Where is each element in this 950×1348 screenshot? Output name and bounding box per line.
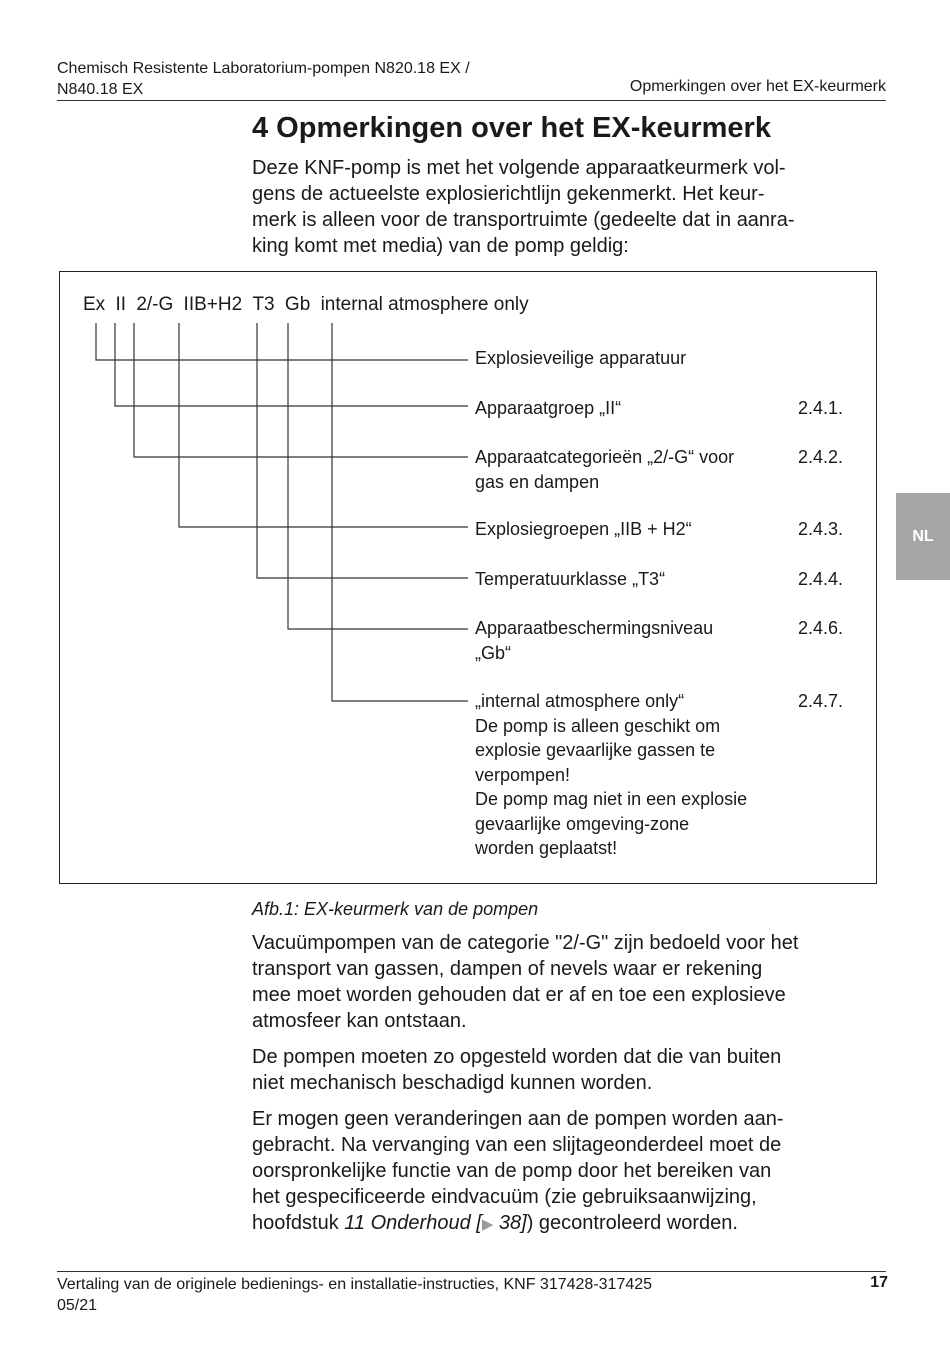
label-line: gas en dampen	[475, 471, 600, 492]
footer-date: 05/21	[57, 1297, 98, 1314]
paragraph-line-with-reference	[252, 1210, 882, 1238]
marking-label-protection-level	[475, 616, 790, 665]
paragraph-line: het gespecificeerde eindvacuüm (zie gebruiksaanwijzing,	[252, 1186, 757, 1208]
connector-line	[96, 323, 468, 360]
marking-ref-device-group: 2.4.1.	[798, 398, 844, 418]
marking-label-device-group	[475, 396, 790, 421]
marking-ref-device-category: 2.4.2.	[798, 447, 844, 467]
label-line: verpompen!	[475, 764, 571, 785]
connector-line	[134, 323, 468, 457]
paragraph-line: mee moet worden gehouden dat er af en toe een explosieve	[252, 984, 786, 1006]
label-line: Explosiegroepen „IIB + H2“	[475, 519, 692, 539]
label-line: worden geplaatst!	[475, 838, 618, 858]
ex-marking-code	[83, 293, 529, 317]
label-line: Apparaatgroep „II“	[475, 398, 622, 418]
marking-ref-explosion-group: 2.4.3.	[798, 519, 844, 539]
marking-part-ex: Ex	[83, 294, 106, 315]
marking-ref-protection-level: 2.4.6.	[798, 618, 844, 638]
label-line: De pomp mag niet in een explosie	[475, 789, 748, 809]
marking-part-explosion-group: IIB+H2	[183, 294, 243, 315]
label-line: „internal atmosphere only“	[475, 691, 685, 711]
paragraph-category-usage	[252, 930, 882, 1034]
link-page-number: 38]	[493, 1212, 527, 1234]
label-line: Temperatuurklasse „T3“	[475, 569, 666, 589]
page-number: 17	[870, 1274, 888, 1291]
paragraph-line: niet mechanisch beschadigd kunnen worden.	[252, 1072, 653, 1094]
paragraph-text: ) gecontroleerd worden.	[526, 1212, 738, 1234]
label-line: De pomp is alleen geschikt om	[475, 715, 721, 736]
connector-line	[332, 323, 468, 701]
footer-info	[57, 1274, 777, 1316]
paragraph-line: atmosfeer kan ontstaan.	[252, 1010, 467, 1032]
paragraph-installation	[252, 1044, 882, 1096]
label-line: „Gb“	[475, 642, 511, 663]
paragraph-line: gebracht. Na vervanging van een slijtageonderdeel moet de	[252, 1134, 782, 1156]
intro-line: Deze KNF-pomp is met het volgende apparaatkeurmerk vol-	[252, 157, 786, 179]
paragraph-line: oorspronkelijke functie van de pomp door het bereiken van	[252, 1160, 772, 1182]
marking-label-explosion-group	[475, 517, 790, 542]
paragraph-line: Vacuümpompen van de categorie "2/-G" zijn bedoeld voor het	[252, 932, 799, 954]
label-line: Explosieveilige apparatuur	[475, 348, 687, 368]
intro-line: king komt met media) van de pomp geldig:	[252, 235, 629, 257]
link-text: 11 Onderhoud [	[344, 1212, 482, 1234]
marking-part-protection-level: Gb	[284, 294, 311, 315]
paragraph-line: Er mogen geen veranderingen aan de pompen worden aan-	[252, 1108, 784, 1130]
intro-line: gens de actueelste explosierichtlijn gekenmerkt. Het keur-	[252, 183, 765, 205]
language-tab: NL	[896, 493, 950, 580]
paragraph-line: De pompen moeten zo opgesteld worden dat die van buiten	[252, 1046, 782, 1068]
section-heading: 4 Opmerkingen over het EX-keurmerk	[252, 112, 771, 144]
marking-part-temperature-class: T3	[252, 294, 275, 315]
marking-label-internal-atmosphere	[475, 689, 790, 861]
paragraph-text: hoofdstuk	[252, 1212, 345, 1234]
marking-part-group: II	[115, 294, 127, 315]
paragraph-line: transport van gassen, dampen of nevels waar er rekening	[252, 958, 763, 980]
marking-label-temperature-class	[475, 567, 790, 592]
intro-line: merk is alleen voor de transportruimte (gedeelte dat in aanra-	[252, 209, 795, 231]
triangle-right-icon: ▶	[481, 1216, 494, 1233]
maintenance-chapter-link[interactable]	[344, 1212, 526, 1234]
footer-translation-note: Vertaling van de originele bedienings- en installatie-instructies, KNF 317428-317425	[57, 1276, 653, 1293]
label-line: explosie gevaarlijke gassen te	[475, 740, 716, 760]
marking-ref-internal-atmosphere: 2.4.7.	[798, 691, 844, 711]
marking-part-category: 2/-G	[136, 294, 174, 315]
paragraph-modifications	[252, 1106, 882, 1238]
label-line: Apparaatcategorieën „2/-G“ voor	[475, 447, 735, 467]
label-line: Apparaatbeschermingsniveau	[475, 618, 714, 638]
running-section-title: Opmerkingen over het EX-keurmerk	[629, 78, 886, 95]
marking-ref-temperature-class: 2.4.4.	[798, 569, 844, 589]
marking-label-device-category	[475, 445, 790, 494]
marking-label-explosion-proof	[475, 346, 790, 371]
document-title-line-2: N840.18 EX	[57, 81, 144, 98]
connector-line	[257, 323, 468, 578]
connector-line	[115, 323, 468, 406]
connector-line	[179, 323, 468, 527]
figure-caption: Afb.1: EX-keurmerk van de pompen	[252, 899, 539, 919]
label-line: gevaarlijke omgeving-zone	[475, 813, 690, 834]
document-title-line-1: Chemisch Resistente Laboratorium-pompen N820.18 EX /	[57, 60, 470, 77]
marking-part-internal-atmosphere: internal atmosphere only	[320, 294, 529, 315]
footer-divider	[57, 1271, 886, 1272]
connector-line	[288, 323, 468, 629]
